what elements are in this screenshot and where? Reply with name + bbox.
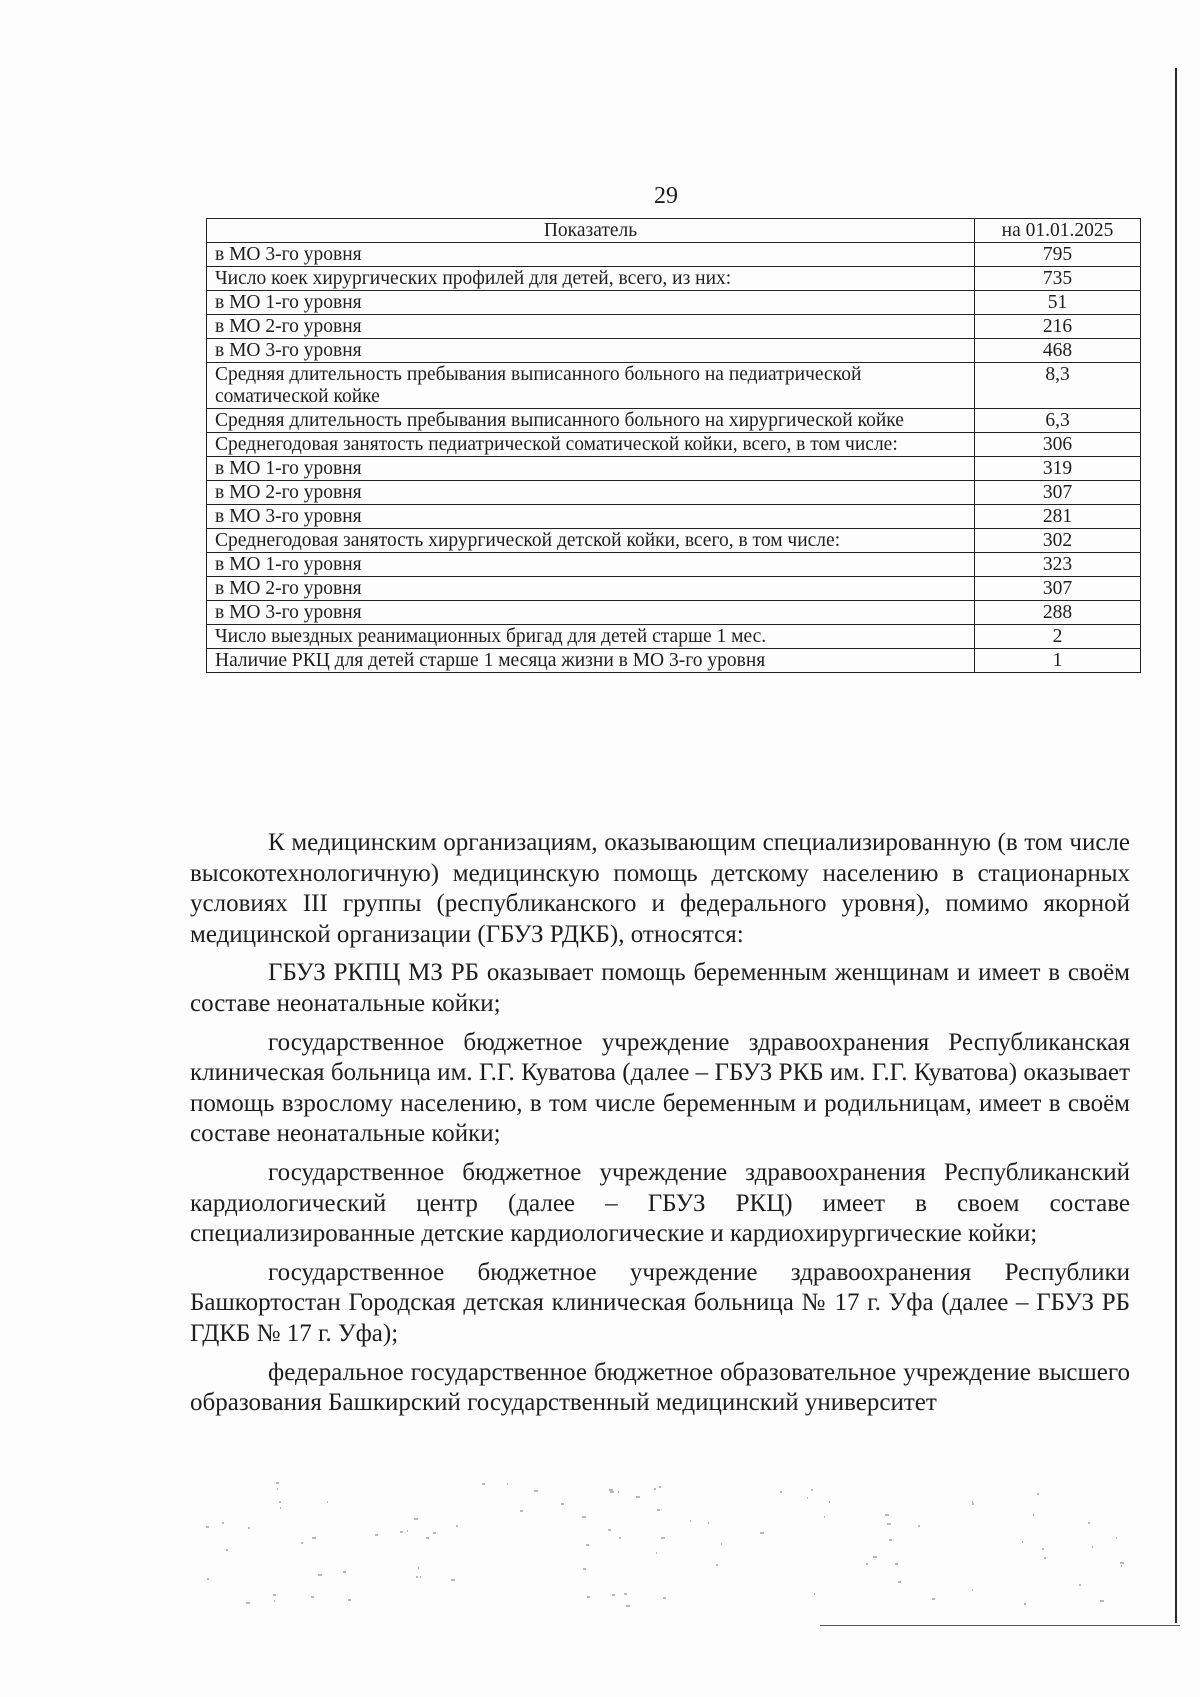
speckle: [482, 1483, 485, 1485]
row-label: Среднегодовая занятость хирургической детской койки, всего, в том числе:: [207, 529, 975, 553]
speckle: [824, 1516, 825, 1518]
speckle: [507, 1483, 508, 1485]
indicators-table: [206, 218, 1141, 673]
speckle: [416, 1576, 418, 1578]
table-row: [207, 243, 1141, 267]
speckle: [426, 1537, 429, 1539]
speckle: [207, 1578, 209, 1580]
table-row: [207, 625, 1141, 649]
speckle: [626, 1605, 630, 1607]
speckle: [887, 1523, 891, 1525]
page-number: 29: [654, 183, 678, 209]
row-value: 1: [975, 649, 1141, 673]
speckle: [1042, 1548, 1044, 1550]
speckle: [301, 1542, 303, 1544]
row-label: в МО 3-го уровня: [207, 505, 975, 529]
speckle: [889, 1539, 892, 1541]
speckle: [534, 1490, 538, 1492]
speckle: [343, 1571, 346, 1573]
body-text: [190, 828, 1130, 1427]
table-row: [207, 433, 1141, 457]
speckle: [1088, 1522, 1090, 1524]
speckle: [1079, 1584, 1081, 1586]
row-value: 216: [975, 315, 1141, 339]
paragraph: федеральное государственное бюджетное образовательное учреждение высшего образования Башкирский государственный медицинский университет: [190, 1358, 1130, 1417]
paragraph: государственное бюджетное учреждение здравоохранения Республиканский кардиологический центр (далее – ГБУЗ РКЦ) имеет в своем составе специализированные детские кардиологические и кардиохирургические койки;: [190, 1158, 1130, 1248]
speckle: [520, 1510, 523, 1512]
row-value: 468: [975, 339, 1141, 363]
table-header-row: [207, 219, 1141, 243]
speckle: [277, 1488, 278, 1490]
speckle: [1100, 1600, 1104, 1602]
table-row: [207, 601, 1141, 625]
speckle: [420, 1576, 421, 1578]
table-row: [207, 529, 1141, 553]
speckle: [866, 1563, 868, 1565]
row-label: в МО 1-го уровня: [207, 457, 975, 481]
paragraph: К медицинским организациям, оказывающим специализированную (в том числе высокотехнологичную) медицинскую помощь детскому населению в стационарных условиях III группы (республиканского и федерального уровня), помимо якорной медицинской организации (ГБУЗ РДКБ), относятся:: [190, 829, 1130, 948]
header-date: на 01.01.2025: [975, 219, 1141, 243]
speckle: [280, 1507, 281, 1509]
speckle: [780, 1491, 782, 1493]
row-value: 51: [975, 291, 1141, 315]
speckle: [760, 1532, 764, 1534]
speckle: [1121, 1565, 1122, 1567]
speckle: [654, 1488, 656, 1490]
table-body: [207, 243, 1141, 673]
speckle: [811, 1489, 813, 1491]
speckle: [721, 1543, 722, 1545]
header-indicator: Показатель: [207, 219, 975, 243]
row-value: 6,3: [975, 409, 1141, 433]
speckle: [206, 1526, 209, 1528]
speckle: [659, 1486, 661, 1488]
footer-line: [820, 1625, 1180, 1626]
row-label: в МО 1-го уровня: [207, 291, 975, 315]
row-value: 307: [975, 577, 1141, 601]
table-row: [207, 363, 1141, 409]
row-value: 302: [975, 529, 1141, 553]
speckle: [276, 1482, 279, 1484]
speckle: [918, 1525, 920, 1527]
speckle: [414, 1518, 418, 1520]
speckle: [279, 1501, 281, 1503]
speckle: [318, 1574, 322, 1576]
speckle: [619, 1537, 621, 1539]
table-row: [207, 339, 1141, 363]
speckle: [274, 1600, 275, 1602]
speckle: [636, 1496, 640, 1498]
row-value: 323: [975, 553, 1141, 577]
row-label: Средняя длительность пребывания выписанного больного на хирургической койке: [207, 409, 975, 433]
speckle: [273, 1594, 276, 1596]
row-label: в МО 2-го уровня: [207, 577, 975, 601]
speckle: [433, 1532, 436, 1534]
speckle: [1033, 1514, 1034, 1516]
row-label: Средняя длительность пребывания выписанного больного на педиатрической соматической койке: [207, 363, 975, 409]
speckle: [972, 1503, 974, 1505]
speckle: [663, 1597, 666, 1599]
speckle: [1024, 1603, 1026, 1605]
row-value: 319: [975, 457, 1141, 481]
table-row: [207, 409, 1141, 433]
row-value: 795: [975, 243, 1141, 267]
speckle: [690, 1520, 691, 1522]
speckle: [708, 1522, 709, 1524]
speckle: [561, 1503, 564, 1505]
speckle: [311, 1596, 314, 1598]
speckle: [807, 1497, 808, 1499]
speckle: [586, 1544, 589, 1546]
speckle: [327, 1501, 328, 1503]
speckle: [583, 1568, 586, 1570]
speckle: [873, 1556, 877, 1558]
speckle: [932, 1598, 935, 1600]
speckle: [829, 1501, 830, 1503]
row-label: в МО 3-го уровня: [207, 243, 975, 267]
speckle: [418, 1567, 419, 1569]
speckle: [657, 1509, 660, 1511]
row-value: 306: [975, 433, 1141, 457]
speckle: [610, 1491, 614, 1493]
row-value: 307: [975, 481, 1141, 505]
speckle: [814, 1593, 815, 1595]
speckle: [348, 1599, 351, 1601]
table-row: [207, 553, 1141, 577]
speckle: [898, 1581, 901, 1583]
speckle: [226, 1549, 228, 1551]
table-row: [207, 577, 1141, 601]
speckle: [222, 1522, 224, 1524]
speckle: [661, 1537, 665, 1539]
speckle: [400, 1531, 403, 1533]
row-value: 281: [975, 505, 1141, 529]
speckle: [248, 1527, 250, 1529]
row-value: 8,3: [975, 363, 1141, 409]
row-label: Число коек хирургических профилей для детей, всего, из них:: [207, 267, 975, 291]
row-value: 2: [975, 625, 1141, 649]
row-label: в МО 1-го уровня: [207, 553, 975, 577]
table-row: [207, 315, 1141, 339]
paragraph: государственное бюджетное учреждение здравоохранения Республики Башкортостан Городская детская клиническая больница № 17 г. Уфа (далее – ГБУЗ РБ ГДКБ № 17 г. Уфа);: [190, 1258, 1130, 1347]
table-row: [207, 481, 1141, 505]
row-value: 288: [975, 601, 1141, 625]
row-label: Число выездных реанимационных бригад для детей старше 1 мес.: [207, 625, 975, 649]
speckle: [612, 1594, 615, 1596]
speckle: [1037, 1493, 1039, 1495]
speckle: [407, 1530, 408, 1532]
speckle: [1116, 1537, 1117, 1539]
table-row: [207, 457, 1141, 481]
speckle: [608, 1529, 611, 1531]
speckle: [885, 1514, 889, 1516]
row-label: Среднегодовая занятость педиатрической соматической койки, всего, в том числе:: [207, 433, 975, 457]
row-value: 735: [975, 267, 1141, 291]
scan-noise: [200, 1480, 1140, 1620]
speckle: [312, 1537, 316, 1539]
table-row: [207, 649, 1141, 673]
speckle: [895, 1563, 898, 1565]
speckle: [609, 1489, 613, 1491]
speckle: [1092, 1546, 1093, 1548]
table-row: [207, 505, 1141, 529]
paragraph: государственное бюджетное учреждение здравоохранения Республиканская клиническая больница им. Г.Г. Куватова (далее – ГБУЗ РКБ им. Г.Г. Куватова) оказывает помощь взрослому населению, в том числе беременным и родильницам, имеет в своём составе неонатальные койки;: [190, 1028, 1130, 1148]
speckle: [375, 1534, 378, 1536]
speckle: [587, 1596, 590, 1598]
row-label: Наличие РКЦ для детей старше 1 месяца жизни в МО 3-го уровня: [207, 649, 975, 673]
speckle: [456, 1525, 458, 1527]
speckle: [1120, 1562, 1124, 1564]
speckle: [1022, 1541, 1023, 1543]
row-label: в МО 3-го уровня: [207, 601, 975, 625]
scan-edge-line: [1175, 68, 1177, 1623]
speckle: [451, 1579, 455, 1581]
speckle: [624, 1593, 627, 1595]
row-label: в МО 3-го уровня: [207, 339, 975, 363]
paragraph: ГБУЗ РКПЦ МЗ РБ оказывает помощь беременным женщинам и имеет в своём составе неонатальные койки;: [190, 959, 1130, 1017]
row-label: в МО 2-го уровня: [207, 481, 975, 505]
table-row: [207, 267, 1141, 291]
speckle: [656, 1552, 657, 1554]
speckle: [582, 1516, 586, 1518]
speckle: [246, 1602, 250, 1604]
speckle: [716, 1564, 718, 1566]
table-row: [207, 291, 1141, 315]
row-label: в МО 2-го уровня: [207, 315, 975, 339]
speckle: [1044, 1557, 1046, 1559]
speckle: [972, 1589, 973, 1591]
speckle: [618, 1491, 619, 1493]
